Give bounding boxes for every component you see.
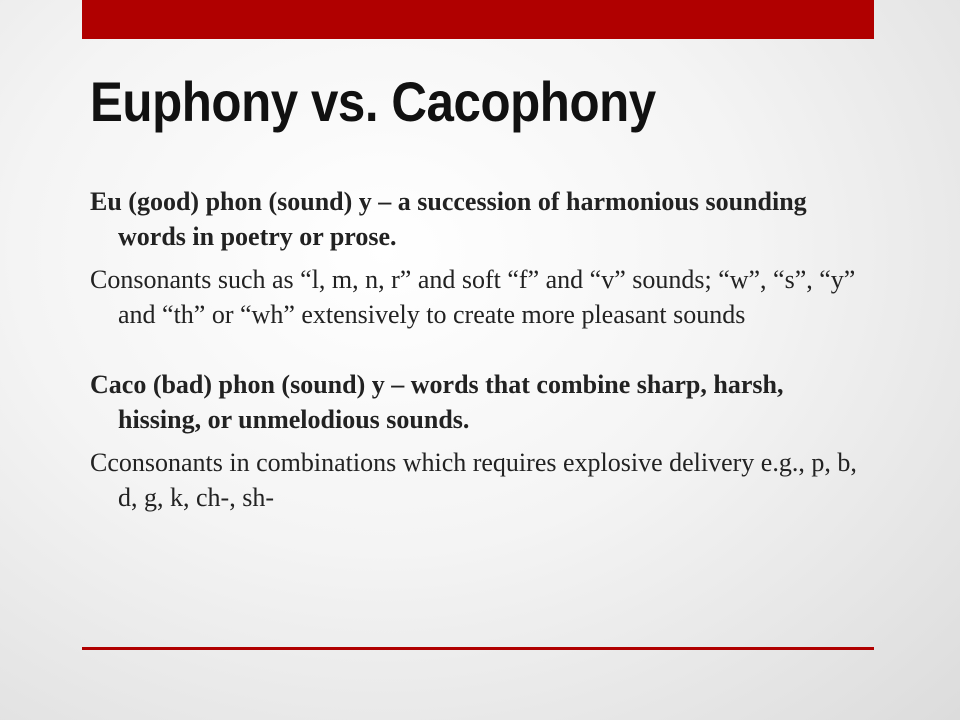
slide-title: Euphony vs. Cacophony: [90, 70, 656, 133]
slide-body: [90, 184, 860, 515]
euphony-definition: Eu (good) phon (sound) y – a succession of harmonious sounding words in poetry or prose.: [90, 187, 807, 251]
cacophony-examples: Cconsonants in combinations which requires explosive delivery e.g., p, b, d, g, k, ch-, sh-: [90, 448, 857, 512]
euphony-examples: Consonants such as “l, m, n, r” and soft “f” and “v” sounds; “w”, “s”, “y” and “th” or “wh” extensively to create more pleasant sounds: [90, 265, 856, 329]
top-accent-bar: [82, 0, 874, 39]
cacophony-definition: Caco (bad) phon (sound) y – words that combine sharp, harsh, hissing, or unmelodious sounds.: [90, 370, 784, 434]
bottom-accent-rule: [82, 647, 874, 650]
